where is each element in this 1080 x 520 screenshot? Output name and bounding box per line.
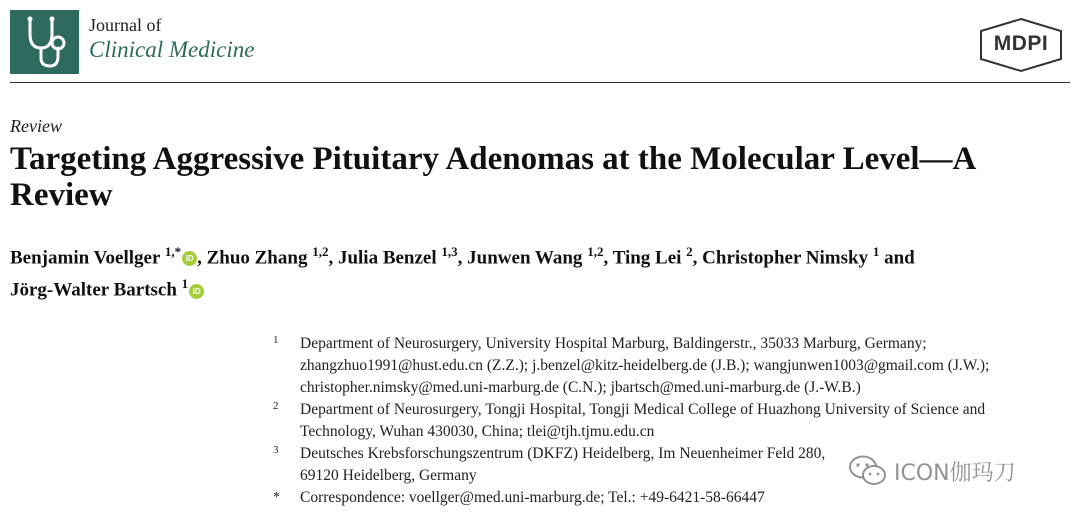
wechat-icon: [848, 454, 888, 488]
article-type: Review: [10, 116, 62, 136]
author-affiliation-marker: 1,3: [441, 244, 458, 259]
affiliation-marker: *: [273, 490, 280, 505]
affiliation-line: Technology, Wuhan 430030, China; tlei@tjh.tjmu.edu.cn: [300, 423, 655, 440]
author-name[interactable]: Ting Lei: [612, 247, 682, 269]
orcid-icon[interactable]: iD: [182, 251, 197, 266]
author-name[interactable]: Christopher Nimsky: [702, 247, 869, 269]
author-separator: ,: [457, 247, 468, 269]
author-separator: and: [879, 247, 915, 269]
header-divider: [10, 82, 1070, 83]
author-affiliation-marker: 1: [872, 244, 880, 259]
author-name[interactable]: Julia Benzel: [337, 247, 437, 269]
watermark-text: ICON伽玛刀: [894, 460, 1016, 486]
affiliation-line: Correspondence: voellger@med.uni-marburg.de; Tel.: +49-6421-58-66447: [300, 489, 765, 506]
author-separator: ,: [603, 247, 613, 269]
article-title: Targeting Aggressive Pituitary Adenomas at the Molecular Level—A Review: [10, 141, 975, 213]
affiliation-marker: 3: [273, 444, 279, 456]
affiliation-item: [270, 333, 1070, 399]
watermark: [848, 451, 1016, 491]
author-name[interactable]: Junwen Wang: [467, 247, 583, 269]
author-affiliation-marker: 2: [686, 244, 693, 259]
journal-name: Clinical Medicine: [89, 37, 255, 62]
mdpi-hexagon-logo: [975, 16, 1067, 74]
affiliation-line: Department of Neurosurgery, University Hospital Marburg, Baldingerstr., 35033 Marburg, Germany;: [300, 335, 927, 352]
publisher-name: MDPI: [993, 32, 1049, 55]
journal-logo: [10, 10, 79, 74]
affiliation-marker: 2: [273, 400, 279, 412]
stethoscope-icon: [10, 10, 79, 74]
author-affiliation-marker: 1,2: [312, 244, 329, 259]
author-separator: ,: [692, 247, 703, 269]
author-separator: ,: [328, 247, 338, 269]
affiliation-line: zhangzhuo1991@hust.edu.cn (Z.Z.); j.benzel@kitz-heidelberg.de (J.B.); wangjunwen1003@gmail.com (J.W.);: [300, 357, 990, 374]
author-name[interactable]: Zhuo Zhang: [206, 247, 308, 269]
author-name[interactable]: Benjamin Voellger: [10, 247, 161, 269]
author-affiliation-marker: 1: [181, 276, 189, 292]
author-separator: ,: [197, 247, 207, 269]
affiliation-item: [270, 399, 1070, 443]
affiliation-line: 69120 Heidelberg, Germany: [300, 467, 477, 484]
affiliation-marker: 1: [273, 334, 279, 346]
author-list: [10, 239, 1070, 304]
author-affiliation-marker: 1,2: [587, 244, 604, 259]
affiliation-line: christopher.nimsky@med.uni-marburg.de (C.N.); jbartsch@med.uni-marburg.de (J.-W.B.): [300, 379, 861, 396]
author-affiliation-marker: 1,*: [164, 244, 182, 259]
affiliation-line: Department of Neurosurgery, Tongji Hospital, Tongji Medical College of Huazhong University of Science and: [300, 401, 986, 418]
orcid-icon[interactable]: iD: [189, 284, 204, 299]
author-name[interactable]: Jörg-Walter Bartsch: [10, 279, 177, 301]
affiliation-line: Deutsches Krebsforschungszentrum (DKFZ) Heidelberg, Im Neuenheimer Feld 280,: [300, 445, 826, 462]
journal-prefix: Journal of: [89, 15, 162, 35]
